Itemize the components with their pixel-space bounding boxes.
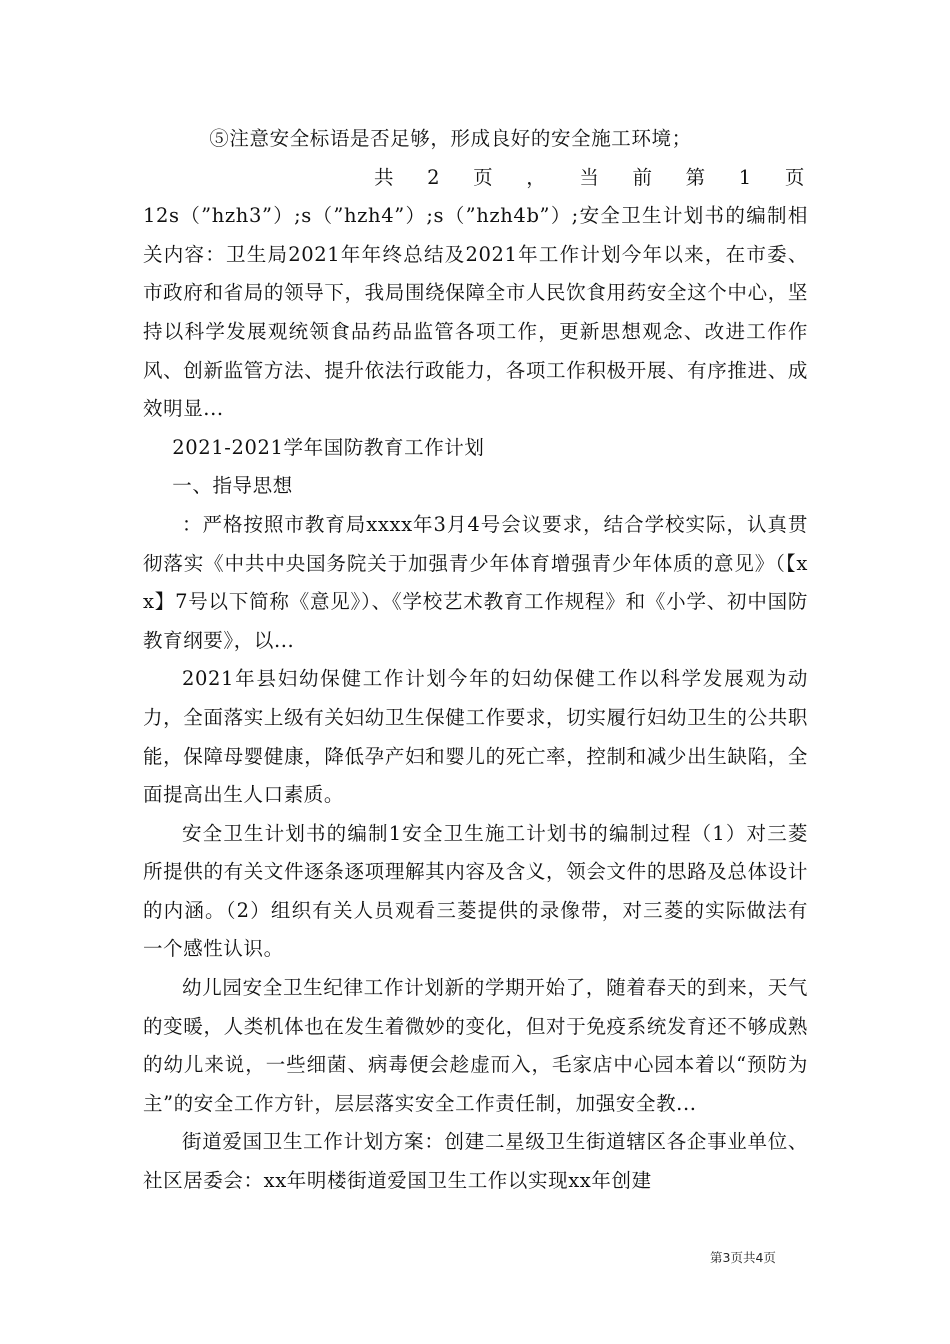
section-heading-guiding-thought: 一、指导思想 [172, 474, 293, 498]
paragraph-safety-plan: 安全卫生计划书的编制1安全卫生施工计划书的编制过程（1）对三菱所提供的有关文件逐条逐项理解其内容及含义，领会文件的思路及总体设计的内涵。（2）组织有关人员观看三菱提供的录像带，对三菱的实际做法有一个感性认识。 [143, 821, 808, 961]
paragraph-defense-body: ：严格按照市教育局xxxx年3月4号会议要求，结合学校实际，认真贯彻落实《中共中央国务院关于加强青少年体育增强青少年体质的意见》（【xx】7号以下简称《意见》）、《学校艺术教育工作规程》和《小学、初中国防教育纲要》，以... [143, 512, 808, 652]
pager-token: 页 [473, 165, 494, 189]
pager-token: ， [526, 165, 547, 189]
paragraph-street-plan: 街道爱国卫生工作计划方案：创建二星级卫生街道辖区各企事业单位、社区居委会：xx年明楼街道爱国卫生工作以实现xx年创建 [143, 1130, 808, 1193]
pager-token: 当 [579, 165, 600, 189]
page-footer: 第3页共4页 [710, 1250, 776, 1265]
paragraph-safety-slogan: ⑤注意安全标语是否足够，形成良好的安全施工环境； [209, 127, 692, 150]
paragraph-intro: 12s（”hzh3”）;s（”hzh4”）;s（”hzh4b”）;安全卫生计划书的编制相关内容：卫生局2021年年终总结及2021年工作计划今年以来，在市委、市政府和省局的领导下，我局围绕保障全市人民饮食用药安全这个中心，坚持以科学发展观统领食品药品监管各项工作，更新思想观念、改进工作作风、创新监管方法、提升依法行政能力，各项工作积极开展、有序推进、成效明显... [143, 204, 808, 421]
paragraph-kindergarten-plan: 幼儿园安全卫生纪律工作计划新的学期开始了，随着春天的到来，天气的变暖，人类机体也在发生着微妙的变化，但对于免疫系统发育还不够成熟的幼儿来说，一些细菌、病毒便会趁虚而入，毛家店中心园本着以“预防为主”的安全工作方针，层层落实安全工作责任制，加强安全教... [143, 976, 808, 1115]
section-title-defense: 2021-2021学年国防教育工作计划 [172, 435, 485, 459]
paragraph-maternal-plan: 2021年县妇幼保健工作计划今年的妇幼保健工作以科学发展观为动力，全面落实上级有关妇幼卫生保健工作要求，切实履行妇幼卫生的公共职能，保障母婴健康，降低孕产妇和婴儿的死亡率，控制和减少出生缺陷，全面提高出生人口素质。 [143, 667, 808, 807]
pager-token: 共 [374, 165, 395, 189]
document-body [143, 120, 808, 1201]
pager-token: 页 [784, 165, 805, 189]
pager-token: 2 [427, 165, 441, 189]
pager-token: 前 [632, 165, 653, 189]
pager-token: 第 [685, 165, 706, 189]
inline-page-indicator [374, 159, 805, 198]
pager-token: 1 [738, 165, 752, 189]
